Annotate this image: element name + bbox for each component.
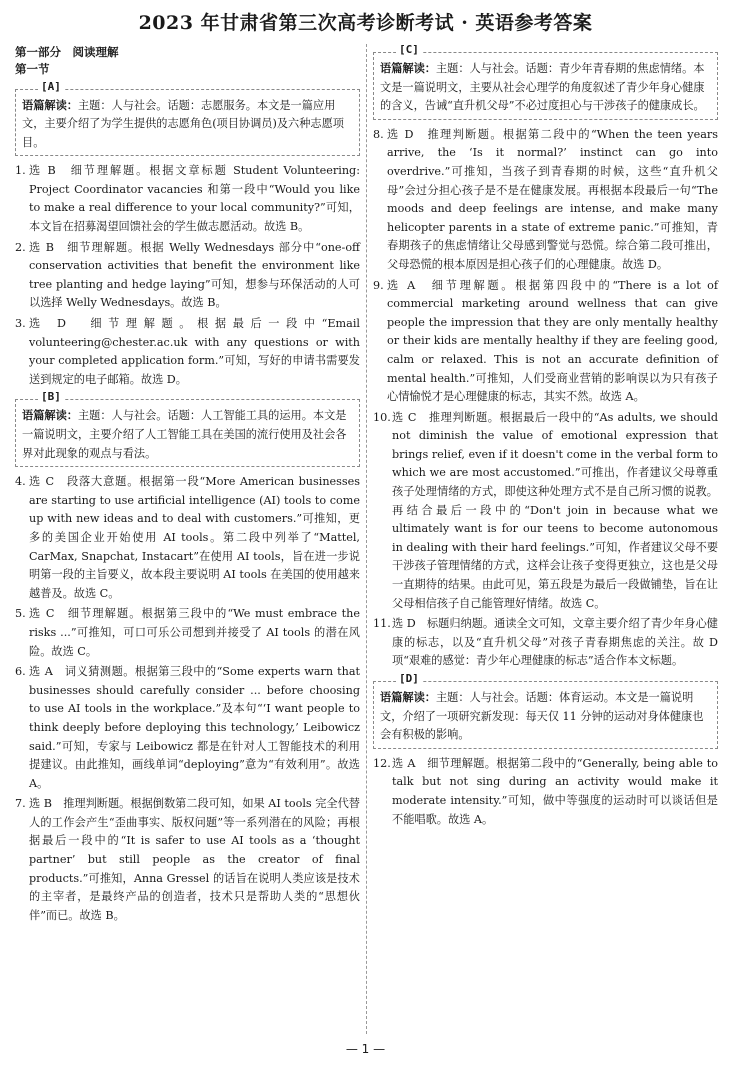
answer-number: 2. <box>15 240 26 254</box>
summary-label: 语篇解读： <box>22 408 78 423</box>
answer-item <box>15 795 360 925</box>
answer-item <box>373 409 718 614</box>
summary-label: 语篇解读： <box>380 690 436 704</box>
page-number: — 1 — <box>345 1042 386 1056</box>
answer-item <box>15 605 360 661</box>
passage-c-summary <box>373 43 718 120</box>
summary-text: 主题：人与社会。话题：志愿服务。本文是一篇应用文，主要介绍了为学生提供的志愿角色(项目协调员)及六种志愿项目。 <box>22 98 344 149</box>
section-heading: 第一节 <box>15 62 50 77</box>
answer-number: 10. <box>373 410 391 424</box>
summary-text: 主题：人与社会。话题：青少年青春期的焦虑情绪。本文是一篇说明文，主要从社会心理学的角度叙述了青少年身心健康的含义，告诫“直升机父母”不必过度担心与干涉孩子的健康成长。 <box>380 62 705 113</box>
summary-text: 主题：人与社会。话题：人工智能工具的运用。本文是一篇说明文，主要介绍了人工智能工具在美国的流行使用及社会各界对此现象的观点与看法。 <box>22 409 347 460</box>
answer-text: 选 A 细节理解题。根据第四段中的“There is a lot of commercial marketing around wellness that can give people the impression that they are only mentally healthy or their kids are mentally healthy if they are feeling good, calm or relaxed. This is not an accurate definition of mental health.”可推知，人们受商业营销的影响误以为只有孩子心情愉悦才是心理健康的标志，其实不然。故选 A。 <box>387 278 718 404</box>
passage-tag: [C] <box>396 42 422 57</box>
answer-text: 选 C 推理判断题。根据最后一段中的“As adults, we should not diminish the value of emotional expression that brings relief, even if it doesn't come in the verbal form to which we are most accustomed.”可推出，作者建议父母尊重孩子处理情绪的方式，即使这种处理方式不是自己所习惯的说教。再结合最后一段中的“Don't join in because what we ultimately want is for our teens to become autonomous in dealing with their hard feelings.”可知，作者建议父母不要干涉孩子管理情绪的方式，这样会让孩子变得更独立，这也是父母一直期待的结果。由此可见，第五段是为最后一段做铺垫，旨在让父母相信孩子自己能管理好情绪。故选 C。 <box>392 410 719 610</box>
left-column <box>15 44 360 927</box>
answer-item <box>15 315 360 389</box>
answer-number: 5. <box>15 607 26 621</box>
summary-label: 语篇解读： <box>380 61 436 75</box>
answer-item <box>15 663 360 793</box>
answer-number: 4. <box>15 475 26 489</box>
passage-tag: [D] <box>396 671 422 686</box>
answer-item <box>373 277 718 407</box>
right-column <box>373 44 718 831</box>
answer-item <box>373 755 718 829</box>
answer-number: 11. <box>373 617 391 631</box>
answer-item <box>15 473 360 603</box>
answer-text: 选 B 推理判断题。根据倒数第二段可知，如果 AI tools 完全代替人的工作会产生“歪曲事实、版权问题”等一系列潜在的风险；再根据最后一段中的“It is safer to use AI tools as a ‘thought partner’ but still people as the creator of final products.”可推知，Anna Gressel 的话旨在说明人类应该是技术的主宰者，是最终产品的创造者，技术只是帮助人类的“思想伙伴”而已。故选 B。 <box>29 797 360 922</box>
summary-text: 主题：人与社会。话题：体育运动。本文是一篇说明文，介绍了一项研究新发现：每天仅 11 分钟的运动对身体健康也会有积极的影响。 <box>380 691 704 742</box>
answer-text: 选 A 细节理解题。根据第二段中的“Generally, being able to talk but not sing during an activity would make it moderate intensity.”可知，做中等强度的运动时可以谈话但是不能唱歌。故选 A。 <box>392 756 718 826</box>
answer-number: 6. <box>15 665 26 679</box>
answer-number: 1. <box>15 164 26 178</box>
answer-item <box>15 162 360 236</box>
answer-number: 12. <box>373 756 391 770</box>
passage-d-summary <box>373 672 718 749</box>
answer-text: 选 D 推理判断题。根据第二段中的“When the teen years arrive, the ‘Is it normal?’ instinct can go into overdrive.”可推知，当孩子到青春期的时候，这些“直升机父母”会过分担心孩子是不是在健康发展。再根据本段最后一句“The moods and deep feelings are intense, and make many helicopter parents in a state of extreme panic.”可推知，青春期孩子的焦虑情绪让父母感到警觉与恐慌。综合第二段可推出，父母恐慌的根本原因是担心孩子们的心理健康。故选 D。 <box>387 127 718 271</box>
page-title: 2023 年甘肃省第三次高考诊断考试 · 英语参考答案 <box>138 12 593 34</box>
answer-text: 选 C 段落大意题。根据第一段“More American businesses are starting to use artificial intelligence (AI) tools to come up with new ideas and to deal with customers.”可推知，更多的美国企业开始使用 AI tools。第二段中列举了“Mattel, CarMax, Snapchat, Instacart”在使用 AI tools，旨在进一步说明第一段的主旨要义，故本段主要说明 AI tools 在美国的使用越来越普及。故选 C。 <box>29 475 360 600</box>
answer-text: 选 A 词义猜测题。根据第三段中的“Some experts warn that businesses should carefully consider ... before choosing to use AI tools in the workplace.”及本句“‘I want people to think deeply before deploying this technology,’ Leibowicz said.”可知，专家与 Leibowicz 都是在针对人工智能技术的利用提建议。由此推知，画线单词“deploying”意为“有效利用”。故选 A。 <box>29 665 360 790</box>
answer-text: 选 D 细节理解题。根据最后一段中“Email volunteering@chester.ac.uk with any questions or with your completed application form.”可知，写好的申请书需要发送到规定的电子邮箱。故选 D。 <box>29 317 360 386</box>
passage-a-summary <box>15 79 360 157</box>
answer-number: 7. <box>15 797 26 811</box>
summary-label: 语篇解读： <box>22 97 78 112</box>
answer-text: 选 B 细节理解题。根据文章标题 Student Volunteering: Project Coordinator vacancies 和第一段中“Would you like to make a real difference to your local community?”可知，本文旨在招募渴望回馈社会的学生做志愿活动。故选 B。 <box>29 164 360 234</box>
part-heading: 第一部分 阅读理解 <box>15 45 119 59</box>
answer-number: 9. <box>373 278 384 292</box>
passage-tag: [B] <box>38 389 64 404</box>
answer-item <box>15 239 360 313</box>
passage-tag: [A] <box>38 79 64 94</box>
answer-text: 选 C 细节理解题。根据第三段中的“We must embrace the risks ...”可推知，可口可乐公司想到并接受了 AI tools 的潜在风险。故选 C。 <box>29 607 360 658</box>
answer-item <box>373 615 718 671</box>
passage-b-summary <box>15 390 360 467</box>
column-divider <box>366 44 367 1034</box>
answer-text: 选 D 标题归纳题。通读全文可知，文章主要介绍了青少年身心健康的标志，以及“直升机父母”对孩子青春期焦虑的关注。故 D 项“艰难的感觉：青少年心理健康的标志”适合作本文标题。 <box>392 617 718 668</box>
answer-item <box>373 126 718 275</box>
answer-number: 3. <box>15 317 26 331</box>
answer-text: 选 B 细节理解题。根据 Welly Wednesdays 部分中“one-off conservation activities that benefit the environment like tree planting and hedge laying”可知，想参与环保活动的人可以选择 Welly Wednesdays。故选 B。 <box>29 240 360 310</box>
answer-number: 8. <box>373 127 384 141</box>
